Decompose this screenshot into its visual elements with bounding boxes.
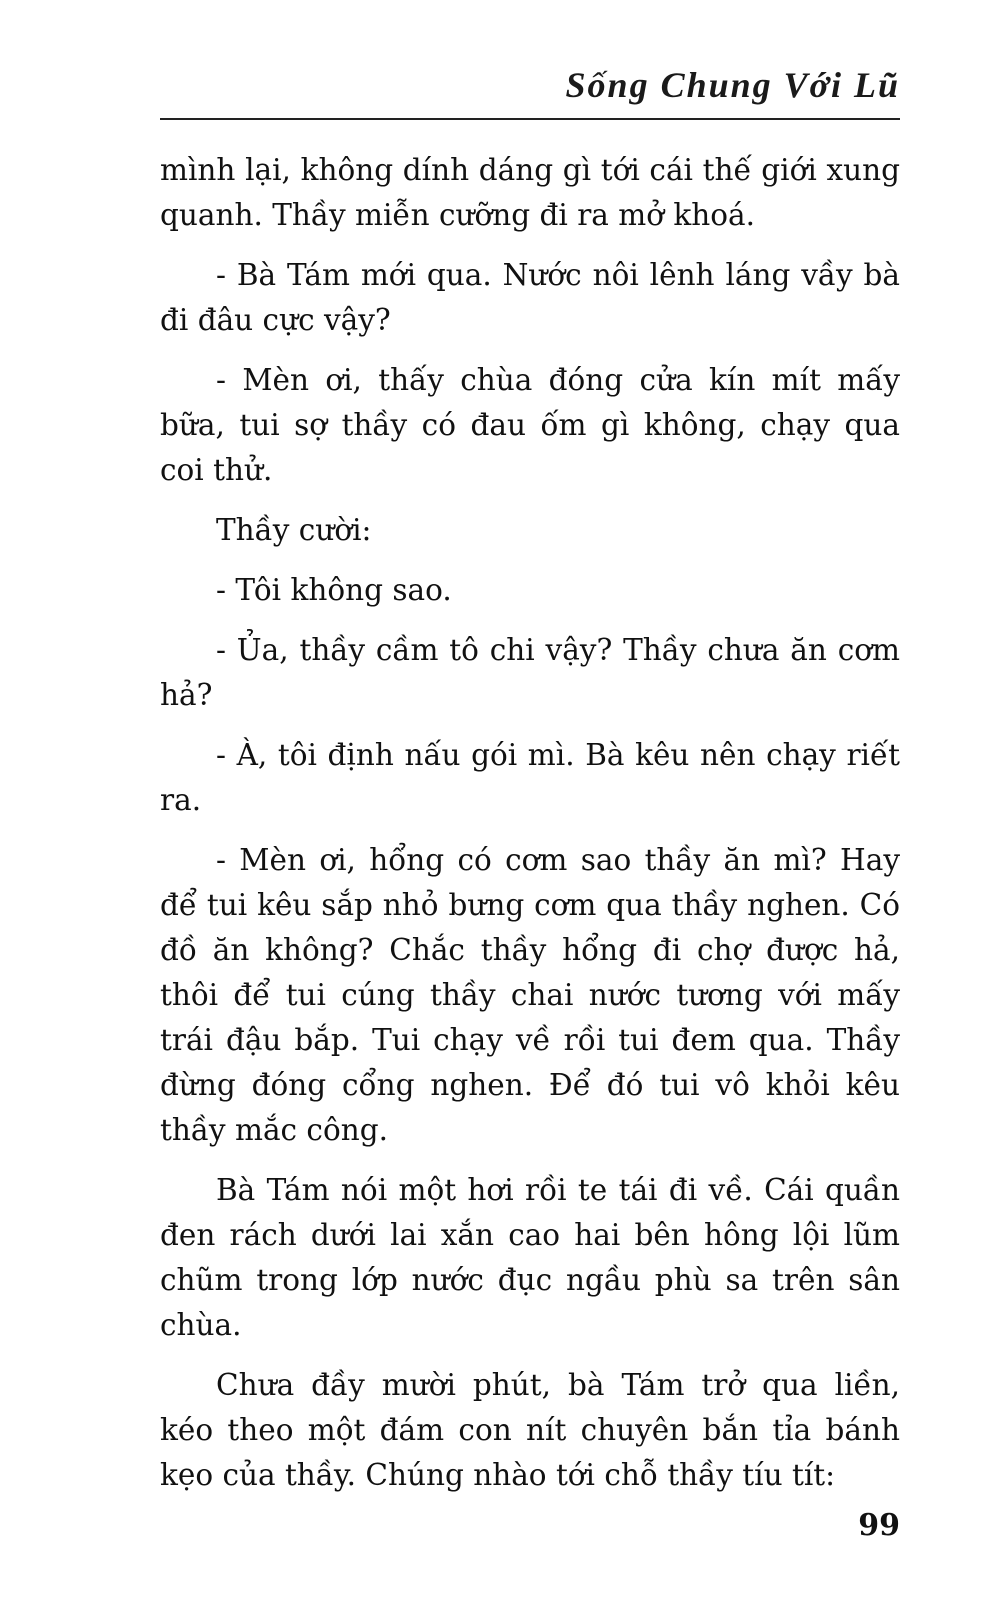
- paragraph: - Mèn ơi, hổng có cơm sao thầy ăn mì? Hay để tui kêu sắp nhỏ bưng cơm qua thầy nghen. Có đồ ăn không? Chắc thầy hổng đi chợ được hả, thôi để tui cúng thầy chai nước tương với mấy trái đậu bắp. Tui chạy về rồi tui đem qua. Thầy đừng đóng cổng nghen. Để đó tui vô khỏi kêu thầy mắc công.: [160, 843, 900, 1147]
- paragraph: - Bà Tám mới qua. Nước nôi lênh láng vầy bà đi đâu cực vậy?: [160, 258, 900, 337]
- paragraph: Chưa đầy mười phút, bà Tám trở qua liền, kéo theo một đám con nít chuyên bắn tỉa bánh kẹo của thầy. Chúng nhào tới chỗ thầy tíu tít:: [160, 1368, 900, 1492]
- paragraph: - Tôi không sao.: [216, 573, 452, 607]
- page-number: 99: [858, 1508, 900, 1543]
- paragraph: Thầy cười:: [216, 513, 372, 547]
- header-divider: [160, 118, 900, 120]
- body-text: [160, 148, 900, 1513]
- paragraph: - À, tôi định nấu gói mì. Bà kêu nên chạy riết ra.: [160, 738, 900, 817]
- paragraph: mình lại, không dính dáng gì tới cái thế giới xung quanh. Thầy miễn cưỡng đi ra mở khoá.: [160, 153, 900, 232]
- paragraph: Bà Tám nói một hơi rồi te tái đi về. Cái quần đen rách dưới lai xắn cao hai bên hông lội lũm chũm trong lớp nước đục ngầu phù sa trên sân chùa.: [160, 1173, 900, 1342]
- paragraph: - Mèn ơi, thấy chùa đóng cửa kín mít mấy bữa, tui sợ thầy có đau ốm gì không, chạy qua coi thử.: [160, 363, 900, 487]
- paragraph: - Ủa, thầy cầm tô chi vậy? Thầy chưa ăn cơm hả?: [160, 633, 900, 712]
- running-header-title: Sống Chung Với Lũ: [565, 65, 900, 105]
